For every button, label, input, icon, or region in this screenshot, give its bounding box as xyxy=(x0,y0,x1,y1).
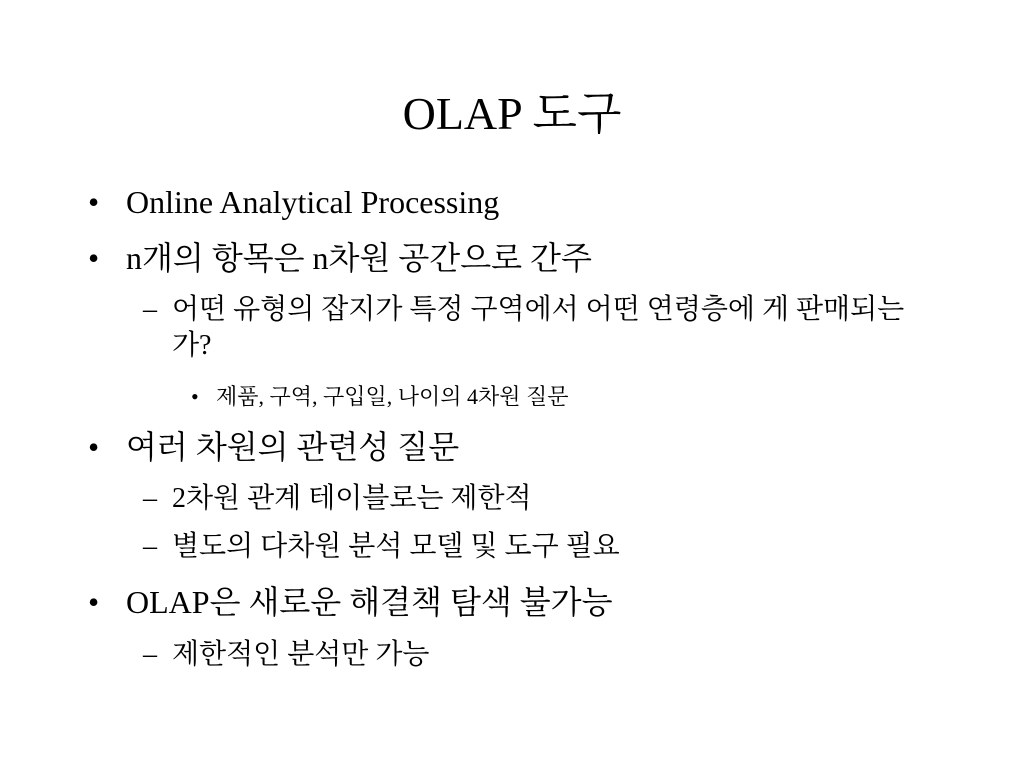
bullet-marker: • xyxy=(88,240,100,276)
sub-bullet-text: 별도의 다차원 분석 모델 및 도구 필요 xyxy=(172,531,620,562)
bullet-marker: • xyxy=(88,584,100,620)
dash-marker: – xyxy=(143,639,157,670)
bullet-text: 여러 차원의 관련성 질문 xyxy=(126,429,460,465)
sub-bullet-2d-table-limit xyxy=(0,481,1024,517)
sub-bullet-separate-model xyxy=(0,529,1024,565)
bullet-online-analytical-processing xyxy=(0,182,1024,222)
sub-bullet-limited-analysis xyxy=(0,637,1024,673)
bullet-marker: • xyxy=(88,184,100,220)
sub-bullet-text: 제한적인 분석만 가능 xyxy=(172,639,430,670)
bullet-text: n개의 항목은 n차원 공간으로 간주 xyxy=(126,240,592,276)
sub-bullet-magazine-question xyxy=(0,292,1024,372)
bullet-multi-dimension-question xyxy=(0,427,1024,467)
dash-marker: – xyxy=(143,483,157,514)
bullet-n-dimension-space xyxy=(0,238,1024,278)
sub-bullet-text: 어떤 유형의 잡지가 특정 구역에서 어떤 연령층에 게 판매되는 가? xyxy=(172,294,905,361)
sub-sub-bullet-4d-question xyxy=(0,383,1024,411)
bullet-text: OLAP은 새로운 해결책 탐색 불가능 xyxy=(126,584,613,620)
dash-marker: – xyxy=(143,531,157,562)
dash-marker: – xyxy=(143,294,157,325)
bullet-marker: • xyxy=(88,429,100,465)
slide-title: OLAP 도구 xyxy=(402,88,622,139)
sub-bullet-text: 2차원 관계 테이블로는 제한적 xyxy=(172,483,532,514)
bullet-text: Online Analytical Processing xyxy=(126,184,500,220)
bullet-olap-limitation xyxy=(0,582,1024,622)
bullet-marker: • xyxy=(191,384,199,409)
sub-sub-bullet-text: 제품, 구역, 구입일, 나이의 4차원 질문 xyxy=(216,384,569,409)
